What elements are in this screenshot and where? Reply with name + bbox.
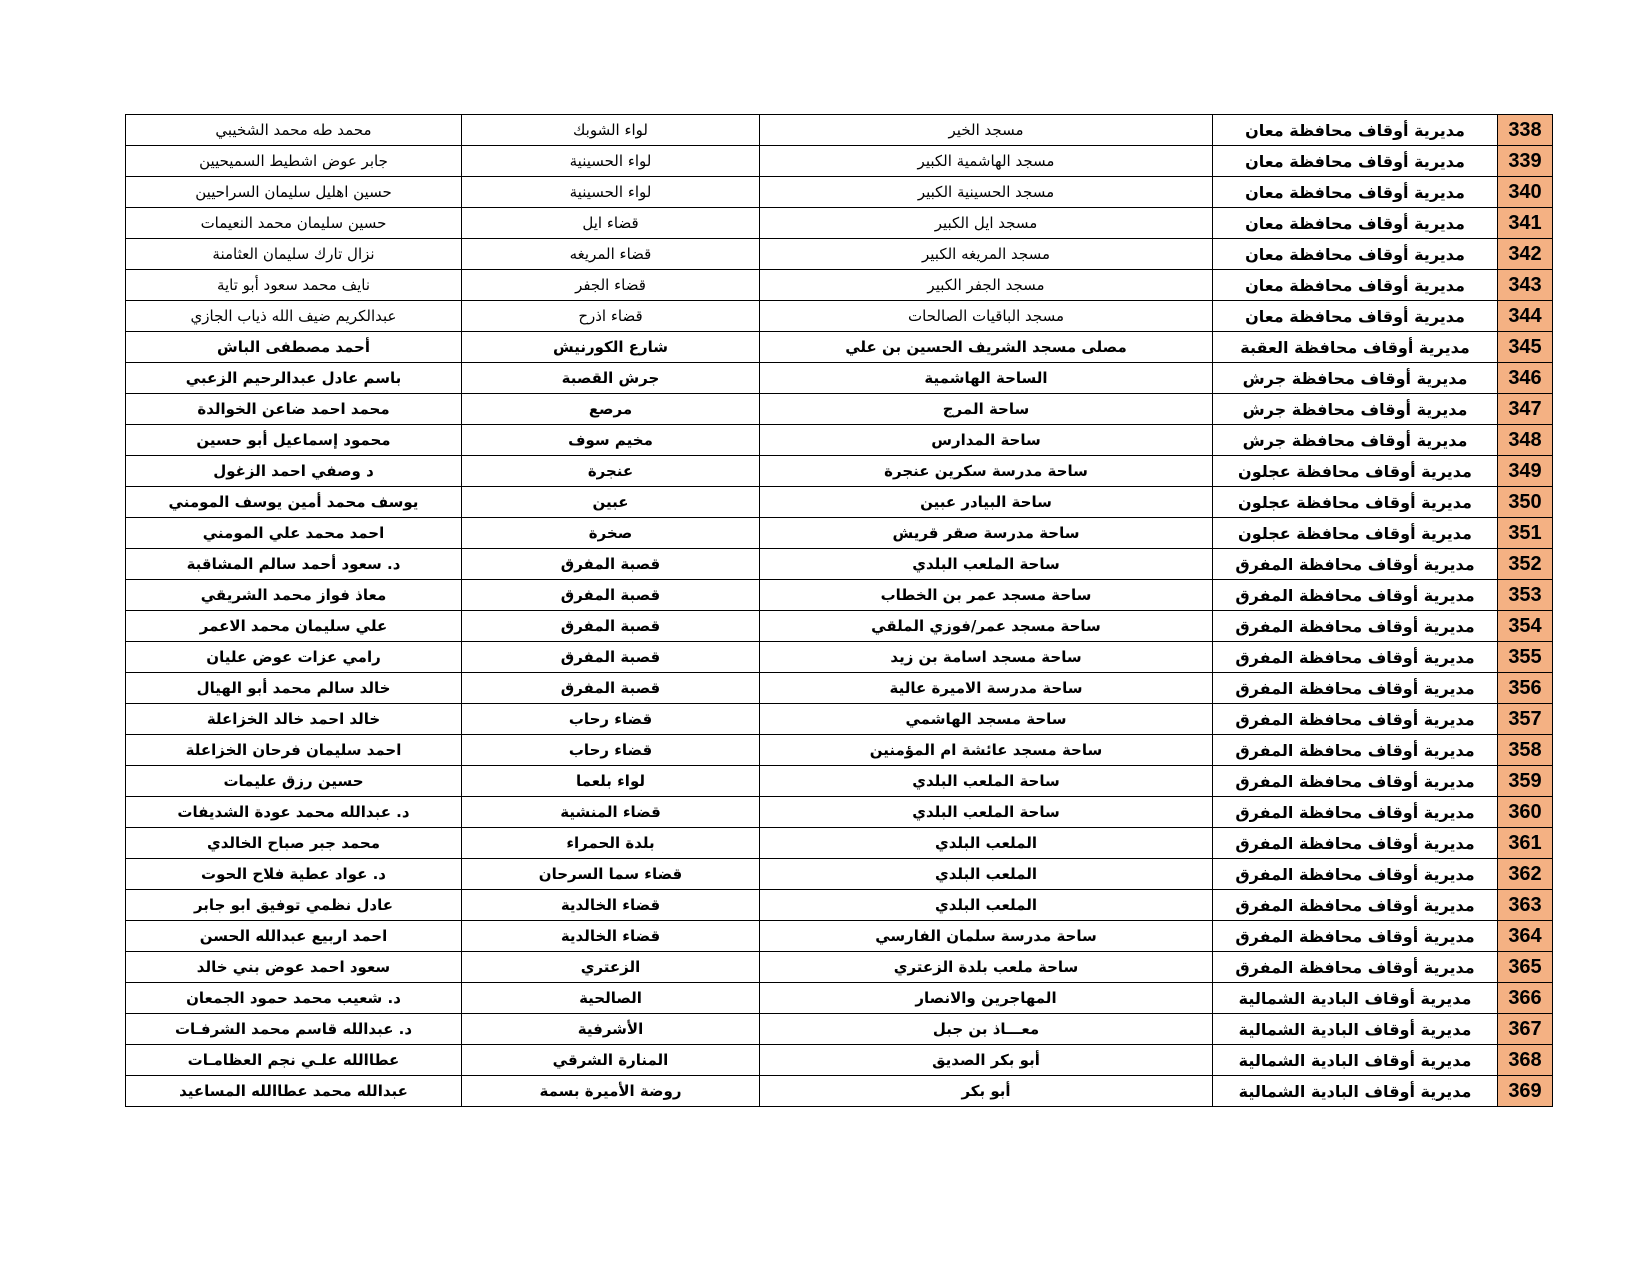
table-row (126, 921, 1553, 952)
row-number-cell: 349 (1498, 456, 1553, 487)
row-number-cell: 368 (1498, 1045, 1553, 1076)
prayer-site-cell: ساحة مسجد عمر/فوزي الملقي (760, 611, 1213, 642)
preacher-name-cell: محمد طه محمد الشخيبي (126, 115, 462, 146)
table-row (126, 270, 1553, 301)
directorate-cell: مديرية أوقاف محافظة عجلون (1213, 487, 1498, 518)
preacher-name-cell: د وصفي احمد الزغول (126, 456, 462, 487)
prayer-site-cell: أبو بكر الصديق (760, 1045, 1213, 1076)
prayer-site-cell: ساحة مسجد عمر بن الخطاب (760, 580, 1213, 611)
area-cell: شارع الكورنيش (462, 332, 760, 363)
row-number-cell: 351 (1498, 518, 1553, 549)
prayer-site-cell: أبو بكر (760, 1076, 1213, 1107)
row-number-cell: 361 (1498, 828, 1553, 859)
row-number-cell: 360 (1498, 797, 1553, 828)
directorate-cell: مديرية أوقاف محافظة المفرق (1213, 642, 1498, 673)
prayer-site-cell: الملعب البلدي (760, 890, 1213, 921)
preacher-name-cell: عبدالكريم ضيف الله ذياب الجازي (126, 301, 462, 332)
directorate-cell: مديرية أوقاف محافظة معان (1213, 270, 1498, 301)
preacher-name-cell: عادل نظمي توفيق ابو جابر (126, 890, 462, 921)
table-row (126, 394, 1553, 425)
area-cell: قضاء المريغه (462, 239, 760, 270)
area-cell: قصبة المفرق (462, 673, 760, 704)
directorate-cell: مديرية أوقاف محافظة معان (1213, 208, 1498, 239)
row-number-cell: 364 (1498, 921, 1553, 952)
directorate-cell: مديرية أوقاف محافظة المفرق (1213, 766, 1498, 797)
preacher-name-cell: حسين سليمان محمد النعيمات (126, 208, 462, 239)
area-cell: مخيم سوف (462, 425, 760, 456)
directorate-cell: مديرية أوقاف البادية الشمالية (1213, 983, 1498, 1014)
table-row (126, 115, 1553, 146)
table-row (126, 952, 1553, 983)
area-cell: صخرة (462, 518, 760, 549)
prayer-site-cell: ساحة البيادر عبين (760, 487, 1213, 518)
table-row (126, 1045, 1553, 1076)
row-number-cell: 365 (1498, 952, 1553, 983)
row-number-cell: 344 (1498, 301, 1553, 332)
directorate-cell: مديرية أوقاف محافظة جرش (1213, 363, 1498, 394)
preacher-name-cell: نايف محمد سعود أبو تاية (126, 270, 462, 301)
preacher-name-cell: سعود احمد عوض بني خالد (126, 952, 462, 983)
row-number-cell: 352 (1498, 549, 1553, 580)
preacher-name-cell: جابر عوض اشطيط السميحيين (126, 146, 462, 177)
row-number-cell: 358 (1498, 735, 1553, 766)
area-cell: قضاء الخالدية (462, 890, 760, 921)
row-number-cell: 362 (1498, 859, 1553, 890)
directorate-cell: مديرية أوقاف محافظة معان (1213, 146, 1498, 177)
area-cell: عبين (462, 487, 760, 518)
area-cell: قضاء رحاب (462, 704, 760, 735)
preacher-name-cell: احمد سليمان فرحان الخزاعلة (126, 735, 462, 766)
row-number-cell: 343 (1498, 270, 1553, 301)
area-cell: قضاء سما السرحان (462, 859, 760, 890)
directorate-cell: مديرية أوقاف البادية الشمالية (1213, 1014, 1498, 1045)
prayer-site-cell: ساحة الملعب البلدي (760, 549, 1213, 580)
table-row (126, 1014, 1553, 1045)
directorate-cell: مديرية أوقاف محافظة المفرق (1213, 735, 1498, 766)
prayer-site-cell: ساحة مدرسة صقر قريش (760, 518, 1213, 549)
area-cell: قصبة المفرق (462, 549, 760, 580)
directorate-cell: مديرية أوقاف محافظة المفرق (1213, 580, 1498, 611)
directorate-cell: مديرية أوقاف محافظة المفرق (1213, 611, 1498, 642)
preacher-name-cell: د. عواد عطية فلاح الحوت (126, 859, 462, 890)
area-cell: قضاء رحاب (462, 735, 760, 766)
preacher-name-cell: محمد جبر صباح الخالدي (126, 828, 462, 859)
prayer-site-cell: ساحة مدرسة سكرين عنجرة (760, 456, 1213, 487)
preacher-name-cell: رامي عزات عوض عليان (126, 642, 462, 673)
row-number-cell: 354 (1498, 611, 1553, 642)
row-number-cell: 342 (1498, 239, 1553, 270)
row-number-cell: 338 (1498, 115, 1553, 146)
area-cell: الصالحية (462, 983, 760, 1014)
prayer-site-cell: مسجد الخير (760, 115, 1213, 146)
area-cell: قصبة المفرق (462, 611, 760, 642)
prayer-site-cell: الساحة الهاشمية (760, 363, 1213, 394)
preacher-name-cell: خالد سالم محمد أبو الهيال (126, 673, 462, 704)
prayer-site-cell: ساحة مدرسة الاميرة عالية (760, 673, 1213, 704)
row-number-cell: 356 (1498, 673, 1553, 704)
table-row (126, 983, 1553, 1014)
area-cell: قضاء المنشية (462, 797, 760, 828)
table-row (126, 332, 1553, 363)
directorate-cell: مديرية أوقاف محافظة معان (1213, 177, 1498, 208)
prayer-site-cell: مسجد الحسينية الكبير (760, 177, 1213, 208)
row-number-cell: 350 (1498, 487, 1553, 518)
prayer-site-cell: ساحة مسجد اسامة بن زيد (760, 642, 1213, 673)
preacher-name-cell: حسين اهليل سليمان السراحيين (126, 177, 462, 208)
directorate-cell: مديرية أوقاف محافظة المفرق (1213, 673, 1498, 704)
table-row (126, 363, 1553, 394)
preacher-name-cell: د. سعود أحمد سالم المشاقبة (126, 549, 462, 580)
area-cell: الزعتري (462, 952, 760, 983)
table-row (126, 859, 1553, 890)
row-number-cell: 366 (1498, 983, 1553, 1014)
prayer-site-cell: الملعب البلدي (760, 859, 1213, 890)
preacher-name-cell: حسين رزق عليمات (126, 766, 462, 797)
directorate-cell: مديرية أوقاف محافظة المفرق (1213, 859, 1498, 890)
prayer-site-cell: مسجد ايل الكبير (760, 208, 1213, 239)
table-row (126, 301, 1553, 332)
preacher-name-cell: د. عبدالله قاسم محمد الشرفـات (126, 1014, 462, 1045)
prayer-site-cell: مسجد المريغه الكبير (760, 239, 1213, 270)
preacher-name-cell: عطاالله علـي نجم العظامـات (126, 1045, 462, 1076)
preacher-name-cell: د. عبدالله محمد عودة الشديفات (126, 797, 462, 828)
directorate-cell: مديرية أوقاف محافظة المفرق (1213, 828, 1498, 859)
preacher-name-cell: د. شعيب محمد حمود الجمعان (126, 983, 462, 1014)
row-number-cell: 363 (1498, 890, 1553, 921)
table-row (126, 580, 1553, 611)
area-cell: الأشرفية (462, 1014, 760, 1045)
directorate-cell: مديرية أوقاف محافظة عجلون (1213, 518, 1498, 549)
row-number-cell: 345 (1498, 332, 1553, 363)
area-cell: قضاء الخالدية (462, 921, 760, 952)
directorate-cell: مديرية أوقاف محافظة معان (1213, 301, 1498, 332)
directorate-cell: مديرية أوقاف محافظة المفرق (1213, 549, 1498, 580)
prayer-site-cell: مسجد الباقيات الصالحات (760, 301, 1213, 332)
area-cell: لواء الحسينية (462, 146, 760, 177)
area-cell: مرصع (462, 394, 760, 425)
table-row (126, 549, 1553, 580)
table-row (126, 1076, 1553, 1107)
directorate-cell: مديرية أوقاف محافظة المفرق (1213, 890, 1498, 921)
prayer-site-cell: مسجد الجفر الكبير (760, 270, 1213, 301)
table-row (126, 146, 1553, 177)
directorate-cell: مديرية أوقاف محافظة العقبة (1213, 332, 1498, 363)
table-row (126, 766, 1553, 797)
preacher-name-cell: باسم عادل عبدالرحيم الزعبي (126, 363, 462, 394)
row-number-cell: 348 (1498, 425, 1553, 456)
table-row (126, 177, 1553, 208)
table-row (126, 890, 1553, 921)
row-number-cell: 340 (1498, 177, 1553, 208)
table-row (126, 518, 1553, 549)
table-row (126, 425, 1553, 456)
directorate-cell: مديرية أوقاف محافظة جرش (1213, 425, 1498, 456)
preacher-name-cell: احمد محمد علي المومني (126, 518, 462, 549)
table-row (126, 611, 1553, 642)
preacher-name-cell: عبدالله محمد عطاالله المساعيد (126, 1076, 462, 1107)
directorate-cell: مديرية أوقاف محافظة المفرق (1213, 797, 1498, 828)
prayer-site-cell: ساحة الملعب البلدي (760, 766, 1213, 797)
area-cell: قصبة المفرق (462, 642, 760, 673)
preacher-name-cell: خالد احمد خالد الخزاعلة (126, 704, 462, 735)
preacher-name-cell: نزال تارك سليمان العثامنة (126, 239, 462, 270)
row-number-cell: 357 (1498, 704, 1553, 735)
preacher-name-cell: أحمد مصطفى الباش (126, 332, 462, 363)
preacher-name-cell: محمد احمد ضاعن الخوالدة (126, 394, 462, 425)
directorate-cell: مديرية أوقاف محافظة عجلون (1213, 456, 1498, 487)
directorate-cell: مديرية أوقاف البادية الشمالية (1213, 1076, 1498, 1107)
area-cell: قضاء الجفر (462, 270, 760, 301)
prayer-site-cell: ساحة مسجد الهاشمي (760, 704, 1213, 735)
prayer-site-cell: معـــاذ بن جبل (760, 1014, 1213, 1045)
table-row (126, 642, 1553, 673)
preacher-name-cell: محمود إسماعيل أبو حسين (126, 425, 462, 456)
preacher-name-cell: احمد اربيع عبدالله الحسن (126, 921, 462, 952)
row-number-cell: 369 (1498, 1076, 1553, 1107)
area-cell: قصبة المفرق (462, 580, 760, 611)
directorate-cell: مديرية أوقاف البادية الشمالية (1213, 1045, 1498, 1076)
prayer-site-cell: مصلى مسجد الشريف الحسين بن علي (760, 332, 1213, 363)
row-number-cell: 355 (1498, 642, 1553, 673)
table-row (126, 456, 1553, 487)
area-cell: قضاء ايل (462, 208, 760, 239)
table-row (126, 239, 1553, 270)
area-cell: المنارة الشرقي (462, 1045, 760, 1076)
table-row (126, 673, 1553, 704)
row-number-cell: 341 (1498, 208, 1553, 239)
prayer-site-cell: المهاجرين والانصار (760, 983, 1213, 1014)
directorate-cell: مديرية أوقاف محافظة المفرق (1213, 952, 1498, 983)
table-row (126, 828, 1553, 859)
row-number-cell: 347 (1498, 394, 1553, 425)
area-cell: قضاء اذرح (462, 301, 760, 332)
prayer-site-cell: الملعب البلدي (760, 828, 1213, 859)
area-cell: لواء الشوبك (462, 115, 760, 146)
area-cell: لواء الحسينية (462, 177, 760, 208)
prayer-site-cell: ساحة ملعب بلدة الزعتري (760, 952, 1213, 983)
prayer-site-cell: ساحة الملعب البلدي (760, 797, 1213, 828)
directorate-cell: مديرية أوقاف محافظة جرش (1213, 394, 1498, 425)
preacher-name-cell: يوسف محمد أمين يوسف المومني (126, 487, 462, 518)
directorate-cell: مديرية أوقاف محافظة المفرق (1213, 921, 1498, 952)
directorate-cell: مديرية أوقاف محافظة المفرق (1213, 704, 1498, 735)
prayer-site-cell: ساحة مسجد عائشة ام المؤمنين (760, 735, 1213, 766)
row-number-cell: 339 (1498, 146, 1553, 177)
directorate-cell: مديرية أوقاف محافظة معان (1213, 115, 1498, 146)
row-number-cell: 353 (1498, 580, 1553, 611)
table-row (126, 797, 1553, 828)
row-number-cell: 367 (1498, 1014, 1553, 1045)
prayer-sites-table (125, 114, 1553, 1107)
area-cell: جرش القصبة (462, 363, 760, 394)
area-cell: بلدة الحمراء (462, 828, 760, 859)
directorate-cell: مديرية أوقاف محافظة معان (1213, 239, 1498, 270)
table-row (126, 487, 1553, 518)
preacher-name-cell: معاذ فواز محمد الشريقي (126, 580, 462, 611)
area-cell: عنجرة (462, 456, 760, 487)
table-row (126, 208, 1553, 239)
prayer-site-cell: ساحة المدارس (760, 425, 1213, 456)
row-number-cell: 359 (1498, 766, 1553, 797)
prayer-site-cell: مسجد الهاشمية الكبير (760, 146, 1213, 177)
prayer-site-cell: ساحة المرج (760, 394, 1213, 425)
table-body (126, 115, 1553, 1107)
table-row (126, 735, 1553, 766)
preacher-name-cell: علي سليمان محمد الاعمر (126, 611, 462, 642)
area-cell: لواء بلعما (462, 766, 760, 797)
area-cell: روضة الأميرة بسمة (462, 1076, 760, 1107)
row-number-cell: 346 (1498, 363, 1553, 394)
prayer-site-cell: ساحة مدرسة سلمان الفارسي (760, 921, 1213, 952)
table-row (126, 704, 1553, 735)
